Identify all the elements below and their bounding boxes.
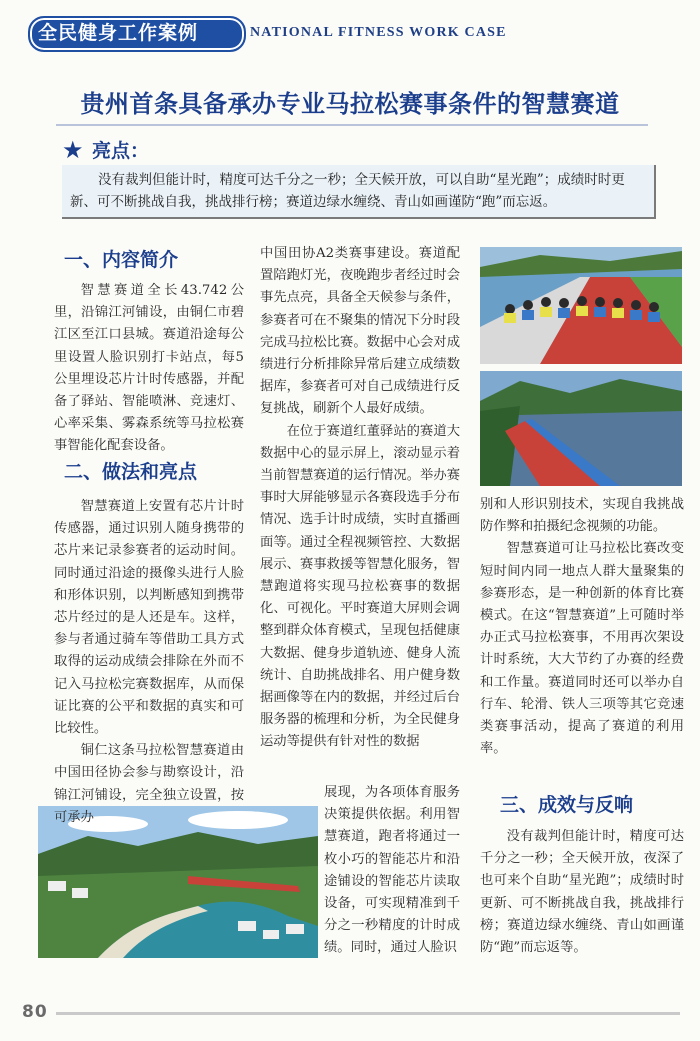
- title-divider: [56, 124, 648, 126]
- method-paragraph-4: 智慧赛道可让马拉松比赛改变短时间内同一地点人群大量聚集的参赛形态，是一种创新的体育比赛模式。在这“智慧赛道”上可随时举办正式马拉松赛事，不用再次架设计时系统，大大节约了办赛的经费和工作量。赛道同时还可以举办自行车、轮滑、铁人三项等其它竞速类赛事活动，提高了赛道的利用率。: [480, 541, 684, 757]
- method-paragraph-2: 铜仁这条马拉松智慧赛道由中国田径协会参与勘察设计，沿锦江河铺设，完全独立设置，按可承办: [54, 743, 244, 825]
- star-icon: ★: [62, 136, 84, 164]
- page-title: 贵州首条具备承办专业马拉松赛事条件的智慧赛道: [80, 89, 620, 118]
- column-2-lower: [324, 782, 460, 960]
- highlights-label: 亮点：: [92, 140, 150, 162]
- column-3: [480, 494, 684, 760]
- footer-divider: [56, 1012, 680, 1015]
- column-1-lower: [54, 496, 244, 829]
- section-heading-intro: 一、内容简介: [64, 249, 179, 271]
- method-paragraph-3-continued-2: 别和人形识别技术，实现自我挑战防作弊和拍摄纪念视频的功能。: [480, 497, 684, 535]
- header-banner-text: 全民健身工作案例: [38, 22, 199, 44]
- column-3-lower: [480, 826, 684, 959]
- column-1: [54, 280, 244, 458]
- method-paragraph-2-continued: 中国田协A2类赛事建设。赛道配置陪跑灯光，夜晚跑步者经过时会事先点亮，具备全天候参与条件，参赛者可在不聚集的情况下分时段完成马拉松比赛。数据中心会对成绩进行分析排除异常后建立成绩数据库，参赛者可对自己成绩进行反复挑战，刷新个人最好成绩。: [260, 246, 460, 417]
- method-paragraph-3-continued: 展现，为各项体育服务决策提供依据。利用智慧赛道，跑者将通过一枚小巧的智能芯片和沿途铺设的智能芯片读取设备，可实现精准到千分之一秒精度的计时成绩。同时，通过人脸识: [324, 785, 460, 956]
- result-paragraph: 没有裁判但能计时，精度可达千分之一秒；全天候开放，夜深了也可来个自助“星光跑”；成绩时时更新、可不断挑战自我，挑战排行榜；赛道边绿水缠绕、青山如画谨防“跑”而忘返等。: [480, 829, 684, 956]
- section-heading-result: 三、成效与反响: [500, 794, 634, 816]
- column-2: [260, 243, 460, 754]
- page-number: 80: [22, 1002, 48, 1022]
- intro-paragraph: 智慧赛道全长43.742公里，沿锦江河铺设，由铜仁市碧江区至江口县城。赛道沿途每公里设置人脸识别打卡站点，每5公里埋设芯片计时传感器，并配备了驿站、智能喷淋、竞速灯、心率采集、雾森系统等马拉松赛事智能化配套设备。: [54, 283, 244, 454]
- method-paragraph-3: 在位于赛道红董驿站的赛道大数据中心的显示屏上，滚动显示着当前智慧赛道的运行情况。举办赛事时大屏能够显示各赛段选手分布情况、选手计时成绩，实时直播画面等。通过全程视频管控、大数据展示、赛事救援等智慧化服务，智慧跑道将实现马拉松赛事的数据化、可视化。平时赛道大屏则会调整到群众体育模式，呈现包括健康大数据、健身步道轨迹、健身人流统计、自助挑战排名、用户健身数据画像等在内的数据，并经过后台服务器的梳理和分析，为全民健身运动等提供有针对性的数据: [260, 423, 460, 750]
- highlights-text: 没有裁判但能计时，精度可达千分之一秒；全天候开放，可以自助“星光跑”；成绩时时更新、可不断挑战自我，挑战排行榜；赛道边绿水缠绕、青山如画谨防“跑”而忘返。: [70, 172, 625, 210]
- header-arrow-icon: [232, 24, 242, 40]
- photo-river-track: [480, 371, 682, 486]
- section-heading-method: 二、做法和亮点: [64, 461, 198, 483]
- method-paragraph-1: 智慧赛道上安置有芯片计时传感器，通过识别人随身携带的芯片来记录参赛者的运动时间。同时通过沿途的摄像头进行人脸和形体识别，以判断感知到携带芯片经过的是人还是车。这样，参与者通过骑车等借助工具方式取得的运动成绩会排除在外而不记入马拉松完赛数据库，从而保证比赛的公平和数据的真实和可比较性。: [54, 499, 244, 737]
- header-english: NATIONAL FITNESS WORK CASE: [250, 25, 507, 40]
- photo-cyclists-on-track: [480, 247, 682, 364]
